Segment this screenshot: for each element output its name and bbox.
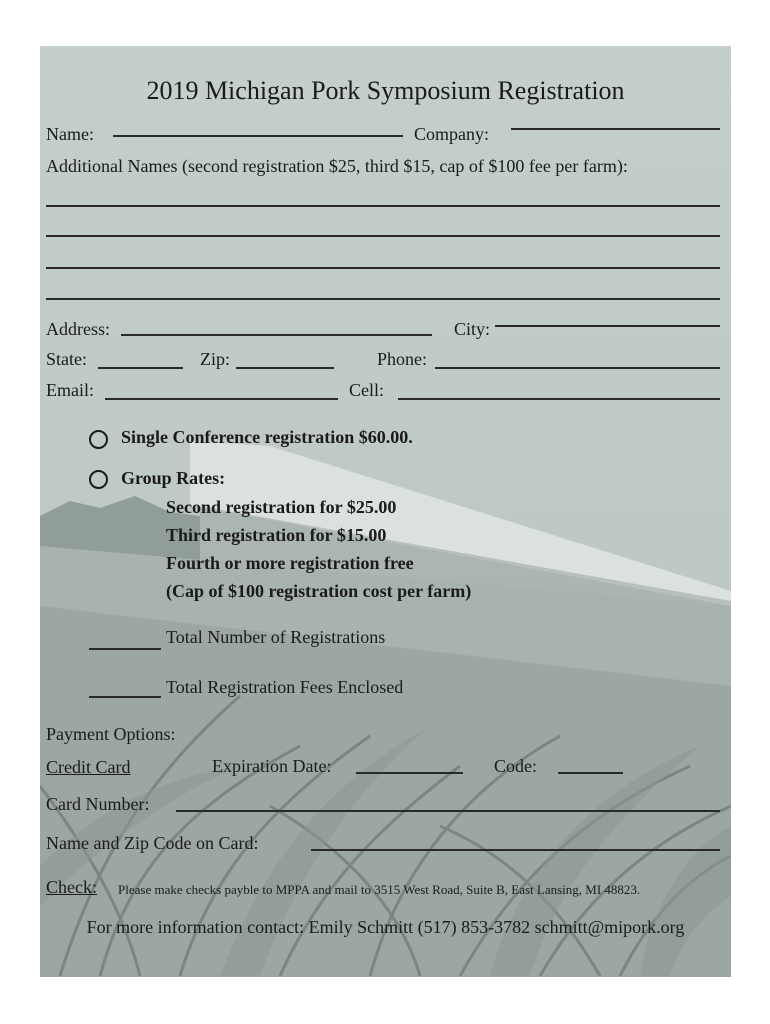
- company-field[interactable]: [511, 128, 720, 130]
- credit-card-label: Credit Card: [46, 757, 131, 777]
- code-field[interactable]: [558, 772, 623, 774]
- address-label: Address:: [46, 319, 110, 339]
- check-label: Check:: [46, 877, 97, 897]
- cell-label: Cell:: [349, 380, 384, 400]
- city-field[interactable]: [495, 325, 720, 327]
- code-label: Code:: [494, 756, 537, 776]
- email-field[interactable]: [105, 398, 338, 400]
- company-label: Company:: [414, 124, 489, 144]
- card-number-field[interactable]: [176, 810, 720, 812]
- additional-name-line-3[interactable]: [46, 267, 720, 269]
- name-zip-field[interactable]: [311, 849, 720, 851]
- state-field[interactable]: [98, 367, 183, 369]
- single-registration-radio[interactable]: [89, 430, 108, 449]
- additional-name-line-1[interactable]: [46, 205, 720, 207]
- group-rate-line: Fourth or more registration free: [166, 553, 414, 573]
- total-fees-field[interactable]: [89, 696, 161, 698]
- state-label: State:: [46, 349, 87, 369]
- payment-options-heading: Payment Options:: [46, 724, 176, 744]
- additional-name-line-4[interactable]: [46, 298, 720, 300]
- form-title: 2019 Michigan Pork Symposium Registration: [146, 76, 625, 105]
- phone-label: Phone:: [377, 349, 428, 369]
- total-registrations-field[interactable]: [89, 648, 161, 650]
- group-rate-line: (Cap of $100 registration cost per farm): [166, 581, 472, 601]
- card-number-label: Card Number:: [46, 794, 150, 814]
- registration-form: [40, 46, 731, 977]
- zip-field[interactable]: [236, 367, 334, 369]
- expiration-date-label: Expiration Date:: [212, 756, 332, 776]
- phone-field[interactable]: [435, 367, 720, 369]
- group-rates-radio[interactable]: [89, 470, 108, 489]
- check-instructions: Please make checks payble to MPPA and mail to 3515 West Road, Suite B, East Lansing, MI 48823.: [118, 882, 641, 897]
- single-registration-label: Single Conference registration $60.00.: [121, 427, 413, 447]
- total-registrations-label: Total Number of Registrations: [166, 627, 386, 647]
- additional-names-label: Additional Names (second registration $25, third $15, cap of $100 fee per farm):: [46, 156, 628, 176]
- address-field[interactable]: [121, 334, 432, 336]
- city-label: City:: [454, 319, 491, 339]
- cell-field[interactable]: [398, 398, 720, 400]
- email-label: Email:: [46, 380, 94, 400]
- name-zip-label: Name and Zip Code on Card:: [46, 833, 259, 853]
- group-rates-label: Group Rates:: [121, 468, 226, 488]
- additional-name-line-2[interactable]: [46, 235, 720, 237]
- name-label: Name:: [46, 124, 94, 144]
- zip-label: Zip:: [200, 349, 230, 369]
- group-rate-line: Second registration for $25.00: [166, 497, 397, 517]
- total-fees-label: Total Registration Fees Enclosed: [166, 677, 404, 697]
- contact-info: For more information contact: Emily Schmitt (517) 853-3782 schmitt@mipork.org: [86, 917, 685, 937]
- expiration-date-field[interactable]: [356, 772, 463, 774]
- group-rate-line: Third registration for $15.00: [166, 525, 387, 545]
- name-field[interactable]: [113, 135, 403, 137]
